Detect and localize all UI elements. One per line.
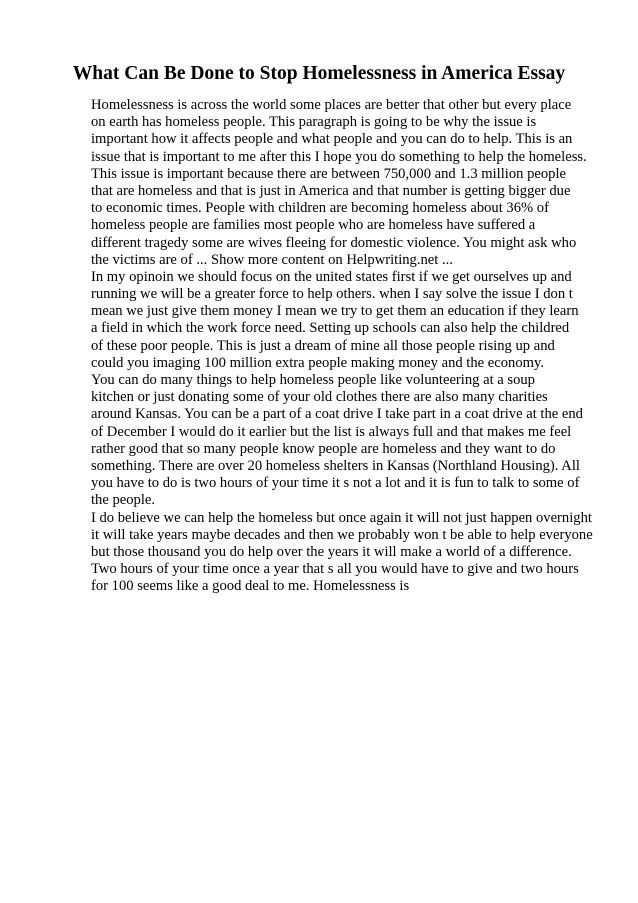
page-title: What Can Be Done to Stop Homelessness in America Essay bbox=[72, 63, 566, 84]
text-line: homeless people are families most people who are homeless have suffered a bbox=[91, 217, 536, 234]
text-line: Two hours of your time once a year that s all you would have to give and two hours bbox=[91, 561, 579, 578]
text-line: of these poor people. This is just a dream of mine all those people rising up and bbox=[91, 337, 555, 354]
text-line: that are homeless and that is just in America and that number is getting bigger due bbox=[91, 182, 571, 199]
text-line: to economic times. People with children are becoming homeless about 36% of bbox=[91, 200, 549, 217]
text-line: on earth has homeless people. This paragraph is going to be why the issue is bbox=[91, 114, 537, 131]
text-line: important how it affects people and what people and you can do to help. This is an bbox=[91, 131, 573, 148]
text-line: kitchen or just donating some of your old clothes there are also many charities bbox=[91, 389, 548, 406]
text-line: for 100 seems like a good deal to me. Homelessness is bbox=[91, 578, 410, 595]
text-line: In my opinoin we should focus on the united states first if we get ourselves up and bbox=[91, 268, 572, 285]
text-line: a field in which the work force need. Setting up schools can also help the childred bbox=[91, 320, 570, 337]
essay-body bbox=[91, 97, 611, 595]
text-line: This issue is important because there are between 750,000 and 1.3 million people bbox=[91, 165, 566, 182]
text-line: issue that is important to me after this I hope you do something to help the homeless. bbox=[91, 148, 587, 165]
text-line: around Kansas. You can be a part of a coat drive I take part in a coat drive at the end bbox=[91, 406, 583, 423]
text-line: the people. bbox=[91, 492, 156, 509]
text-line: of December I would do it earlier but the list is always full and that makes me feel bbox=[91, 423, 572, 440]
text-line: mean we just give them money I mean we try to get them an education if they learn bbox=[91, 303, 579, 320]
show-more-line: the victims are of ... Show more content on Helpwriting.net ... bbox=[91, 251, 453, 268]
text-line: you have to do is two hours of your time it s not a lot and it is fun to talk to some of bbox=[91, 475, 580, 492]
text-line: it will take years maybe decades and then we probably won t be able to help everyone bbox=[91, 526, 593, 543]
text-line: You can do many things to help homeless people like volunteering at a soup bbox=[91, 372, 535, 388]
text-line: running we will be a greater force to help others. when I say solve the issue I don t bbox=[91, 286, 573, 303]
text-line: Homelessness is across the world some places are better that other but every place bbox=[91, 97, 572, 113]
text-line: something. There are over 20 homeless shelters in Kansas (Northland Housing). All bbox=[91, 457, 580, 474]
text-line: I do believe we can help the homeless but once again it will not just happen overnight bbox=[91, 509, 592, 526]
text-line: rather good that so many people know people are homeless and they want to do bbox=[91, 440, 556, 457]
text-line: different tragedy some are wives fleeing for domestic violence. You might ask who bbox=[91, 234, 577, 251]
text-line: could you imaging 100 million extra people making money and the economy. bbox=[91, 354, 544, 371]
text-line: but those thousand you do help over the years it will make a world of a difference. bbox=[91, 543, 572, 560]
